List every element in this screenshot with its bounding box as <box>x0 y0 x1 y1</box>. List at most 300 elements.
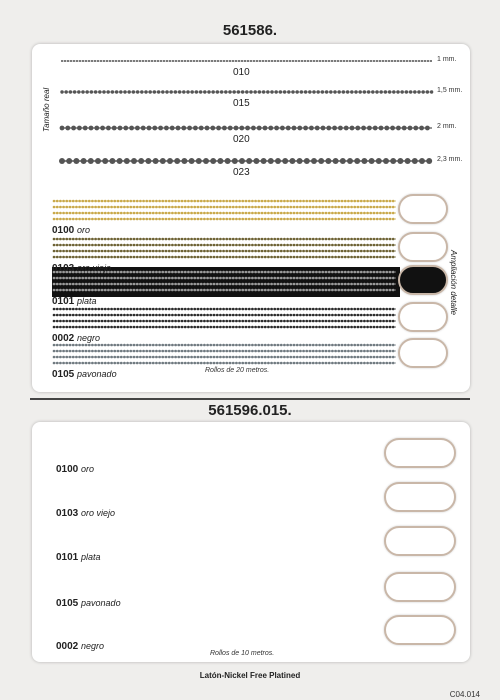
finish-chain-0002-bead <box>331 326 334 329</box>
finish-chain-0101-bead <box>258 283 261 286</box>
finish-chain-0103-bead <box>206 256 209 259</box>
size-chain-010-bead <box>70 60 72 62</box>
finish-chain-0101-bead <box>165 289 168 292</box>
size-chain-020-bead <box>176 126 181 131</box>
finish-chain-0101-bead <box>344 283 347 286</box>
finish-chain-0100-bead <box>325 200 328 203</box>
finish-chain-0105-bead <box>190 350 193 353</box>
finish-chain-0101-bead <box>210 277 213 280</box>
finish-chain-0002-bead <box>267 308 270 311</box>
finish-chain-0105-bead <box>62 350 65 353</box>
finish-chain-0002-bead <box>312 320 315 323</box>
finish-chain-0002-bead <box>181 308 184 311</box>
size-chain-010-bead <box>112 60 114 62</box>
finish-chain-0100-bead <box>270 212 273 215</box>
finish-chain-0103-bead <box>293 238 296 241</box>
finish-chain-0002-bead <box>85 308 88 311</box>
finish-chain-0105-bead <box>136 350 139 353</box>
finish-chain-0105-bead <box>376 344 379 347</box>
finish-chain-0100-bead <box>296 218 299 221</box>
finish-chain-0100-bead <box>350 212 353 215</box>
finish-chain-0100-bead <box>126 200 129 203</box>
finish-chain-0002-bead <box>248 314 251 317</box>
finish-chain-0002-bead <box>152 308 155 311</box>
size-chain-015-bead <box>174 90 177 93</box>
finish-chain-0103-bead <box>69 244 72 247</box>
finish-chain-0103-bead <box>178 250 181 253</box>
finish-chain-0101-bead <box>219 277 222 280</box>
finish-chain-0103-bead <box>120 256 123 259</box>
finish-chain-0101-bead <box>133 283 136 286</box>
finish-chain-0105-bead <box>357 344 360 347</box>
finish-chain-0101-bead <box>91 283 94 286</box>
finish-chain-0101-bead <box>232 289 235 292</box>
size-chain-010-bead <box>142 60 144 62</box>
finish-chain-0105-bead <box>82 356 85 359</box>
finish-chain-0103-bead <box>254 244 257 247</box>
finish-chain-0002-bead <box>354 320 357 323</box>
finish-chain-0103-bead <box>267 250 270 253</box>
finish-chain-0100-bead <box>357 212 360 215</box>
finish-chain-0105-bead <box>200 362 203 365</box>
finish-chain-0100-bead <box>286 200 289 203</box>
finish-chain-0103-bead <box>251 250 254 253</box>
finish-chain-0105-bead <box>264 344 267 347</box>
finish-chain-0002-bead <box>101 326 104 329</box>
finish-chain-0101-bead <box>267 271 270 274</box>
finish-chain-0101-bead <box>325 277 328 280</box>
finish-chain-0105-bead <box>296 356 299 359</box>
finish-chain-0101-bead <box>251 271 254 274</box>
finish-chain-0103-bead <box>158 256 161 259</box>
finish-chain-0101-bead <box>206 283 209 286</box>
finish-chain-0101-bead <box>309 289 312 292</box>
finish-chain-0100-bead <box>126 218 129 221</box>
finish-chain-0105-bead <box>382 362 385 365</box>
finish-chain-0101-bead <box>190 271 193 274</box>
size-chain-010-bead <box>322 60 324 62</box>
finish-chain-0105-bead <box>296 350 299 353</box>
finish-chain-0100-bead <box>88 206 91 209</box>
finish-chain-0101-bead <box>322 277 325 280</box>
finish-chain-0103-bead <box>165 244 168 247</box>
finish-chain-0103-bead <box>229 250 232 253</box>
size-chain-010-bead <box>136 60 138 62</box>
finish-chain-0101-bead <box>328 283 331 286</box>
size-chain-010-bead <box>88 60 90 62</box>
finish-chain-0103-bead <box>382 238 385 241</box>
finish-chain-0103-bead <box>130 244 133 247</box>
finish-chain-0101-bead <box>226 271 229 274</box>
finish-chain-0101-bead <box>78 277 81 280</box>
finish-chain-0101-bead <box>200 289 203 292</box>
finish-chain-0103-bead <box>155 238 158 241</box>
finish-chain-0103-bead <box>200 256 203 259</box>
finish-chain-0103-bead <box>293 244 296 247</box>
size-chain-015-bead <box>291 90 294 93</box>
finish-chain-0103-bead <box>302 250 305 253</box>
size-chain-023-bead <box>239 158 245 164</box>
finish-chain-0103-bead <box>104 250 107 253</box>
finish-chain-0002-bead <box>389 314 392 317</box>
finish-chain-0100-bead <box>219 212 222 215</box>
size-chain-010-bead <box>253 60 255 62</box>
finish-chain-0103-bead <box>229 256 232 259</box>
finish-chain-0105-bead <box>280 356 283 359</box>
finish-chain-0002-bead <box>117 314 120 317</box>
finish-chain-0103-bead <box>258 250 261 253</box>
finish-chain-0100-bead <box>117 206 120 209</box>
finish-chain-0002-bead <box>117 326 120 329</box>
finish-chain-0103-bead <box>270 244 273 247</box>
finish-chain-0100-bead <box>232 200 235 203</box>
finish-chain-0002-bead <box>366 308 369 311</box>
finish-chain-0103-bead <box>258 244 261 247</box>
finish-chain-0105-bead <box>216 344 219 347</box>
finish-chain-0101-bead <box>386 283 389 286</box>
finish-chain-0105-bead <box>386 362 389 365</box>
finish-chain-0100-bead <box>155 218 158 221</box>
finish-chain-0101-bead <box>98 289 101 292</box>
finish-chain-0002-bead <box>270 320 273 323</box>
finish-chain-0103-bead <box>360 244 363 247</box>
finish-chain-0103-bead <box>62 250 65 253</box>
finish-chain-0002-bead <box>146 326 149 329</box>
finish-chain-0103-bead <box>200 250 203 253</box>
finish-chain-0100-bead <box>226 200 229 203</box>
finish-chain-0002-bead <box>392 308 395 311</box>
finish-chain-0103-bead <box>389 244 392 247</box>
finish-chain-0103-bead <box>107 250 110 253</box>
size-chain-010-bead <box>217 60 219 62</box>
finish-chain-0002-bead <box>165 326 168 329</box>
finish-chain-0002-bead <box>347 308 350 311</box>
finish-chain-0103-bead <box>88 250 91 253</box>
finish-chain-0105-bead <box>238 344 241 347</box>
finish-chain-0002-bead <box>283 326 286 329</box>
finish-chain-0101-bead <box>366 289 369 292</box>
finish-chain-0100-bead <box>162 206 165 209</box>
finish-chain-0101-bead <box>136 271 139 274</box>
size-chain-015-bead <box>195 90 198 93</box>
finish-chain-0002-bead <box>59 320 62 323</box>
finish-chain-0101-bead <box>238 289 241 292</box>
size-chain-023-bead <box>73 158 79 164</box>
finish2-label-0100 <box>56 464 94 475</box>
finish-chain-0100-bead <box>75 212 78 215</box>
finish-chain-0105-bead <box>66 356 69 359</box>
size-chain-023-bead <box>397 158 403 164</box>
finish-chain-0105-bead <box>75 362 78 365</box>
size-chain-015-bead <box>86 90 89 93</box>
finish-chain-0002-bead <box>200 308 203 311</box>
finish-chain-0002-bead <box>59 326 62 329</box>
finish-chain-0103-bead <box>146 238 149 241</box>
finish-chain-0103-bead <box>149 238 152 241</box>
finish-chain-0002-bead <box>258 320 261 323</box>
finish-chain-0002-bead <box>296 326 299 329</box>
finish-chain-0101-bead <box>136 277 139 280</box>
finish-chain-0103-bead <box>363 250 366 253</box>
finish-chain-0100-bead <box>360 212 363 215</box>
finish-chain-0105-bead <box>53 344 56 347</box>
finish-chain-0101-bead <box>245 277 248 280</box>
finish-chain-0101-bead <box>347 277 350 280</box>
finish-chain-0002-bead <box>283 320 286 323</box>
finish-chain-0002-bead <box>171 314 174 317</box>
finish-chain-0002-bead <box>155 308 158 311</box>
finish-chain-0100-bead <box>120 218 123 221</box>
finish-chain-0100-bead <box>155 206 158 209</box>
finish-chain-0101-bead <box>130 277 133 280</box>
finish-chain-0103-bead <box>344 244 347 247</box>
finish-chain-0103-bead <box>82 238 85 241</box>
finish-chain-0105-bead <box>354 362 357 365</box>
finish-chain-0105-bead <box>370 362 373 365</box>
finish-chain-0002-bead <box>379 308 382 311</box>
finish-chain-0100-bead <box>248 200 251 203</box>
finish-chain-0100-bead <box>363 200 366 203</box>
finish-chain-0101-bead <box>322 271 325 274</box>
finish-chain-0100-bead <box>62 206 65 209</box>
finish-chain-0101-bead <box>261 283 264 286</box>
finish-chain-0100-bead <box>299 218 302 221</box>
finish-chain-0002-bead <box>69 314 72 317</box>
finish-chain-0002-bead <box>318 308 321 311</box>
finish-chain-0002-bead <box>350 308 353 311</box>
size-chain-010-bead <box>430 60 432 62</box>
finish-chain-0105-bead <box>187 356 190 359</box>
finish-chain-0103-bead <box>98 244 101 247</box>
finish-chain-0105-bead <box>270 344 273 347</box>
size-chain-010-bead <box>283 60 285 62</box>
footer-material: Latón-Nickel Free Platined <box>199 671 301 680</box>
finish-chain-0103-bead <box>194 250 197 253</box>
finish-chain-0105-bead <box>136 362 139 365</box>
finish-chain-0100-bead <box>376 212 379 215</box>
finish-chain-0002-bead <box>286 314 289 317</box>
finish-chain-0002-bead <box>130 326 133 329</box>
finish-chain-0105-bead <box>350 362 353 365</box>
finish-chain-0002-bead <box>91 326 94 329</box>
finish-chain-0105-bead <box>222 362 225 365</box>
finish-chain-0101-bead <box>181 277 184 280</box>
finish-chain-0101-bead <box>389 277 392 280</box>
finish-chain-0100-bead <box>293 218 296 221</box>
finish-chain-0100-bead <box>98 206 101 209</box>
finish-chain-0103-bead <box>389 256 392 259</box>
size-chain-010-bead <box>373 60 375 62</box>
finish-code: 0105 <box>56 598 82 609</box>
size-label-010: 1 mm. <box>437 56 457 63</box>
finish-chain-0105-bead <box>286 344 289 347</box>
finish-chain-0103-bead <box>235 250 238 253</box>
finish-chain-0101-bead <box>238 271 241 274</box>
finish-chain-0100-bead <box>91 218 94 221</box>
finish-chain-0101-bead <box>254 277 257 280</box>
finish-chain-0100-bead <box>146 200 149 203</box>
finish-chain-0103-bead <box>162 256 165 259</box>
finish-chain-0101-bead <box>155 283 158 286</box>
finish-chain-0105-bead <box>373 350 376 353</box>
finish-chain-0100-bead <box>59 212 62 215</box>
finish-chain-0101-bead <box>226 289 229 292</box>
finish-chain-0100-bead <box>88 212 91 215</box>
size-chain-015-bead <box>249 90 252 93</box>
finish-chain-0103-bead <box>213 250 216 253</box>
finish-chain-0100-bead <box>94 206 97 209</box>
finish-chain-0100-bead <box>123 206 126 209</box>
size-chain-010-bead <box>415 60 417 62</box>
finish-chain-0002-bead <box>184 326 187 329</box>
finish-chain-0105-bead <box>197 356 200 359</box>
finish-chain-0002-bead <box>309 308 312 311</box>
finish-chain-0100-bead <box>197 206 200 209</box>
finish-chain-0100-bead <box>354 212 357 215</box>
finish-chain-0100-bead <box>85 206 88 209</box>
finish-chain-0101-bead <box>187 271 190 274</box>
finish-chain-0101-bead <box>389 289 392 292</box>
finish-chain-0002-bead <box>187 320 190 323</box>
size-chain-020-bead <box>384 126 389 131</box>
finish-chain-0101-bead <box>254 271 257 274</box>
finish-chain-0100-bead <box>235 200 238 203</box>
size-chain-020-bead <box>257 126 262 131</box>
finish-chain-0101-bead <box>283 289 286 292</box>
finish-chain-0101-bead <box>69 283 72 286</box>
finish-chain-0100-bead <box>318 218 321 221</box>
finish-chain-0103-bead <box>219 238 222 241</box>
finish-chain-0100-bead <box>126 206 129 209</box>
finish-chain-0105-bead <box>130 344 133 347</box>
finish-chain-0100-bead <box>117 200 120 203</box>
finish-chain-0002-bead <box>370 308 373 311</box>
finish-chain-0103-bead <box>347 256 350 259</box>
finish-chain-0100-bead <box>280 212 283 215</box>
finish-chain-0002-bead <box>331 314 334 317</box>
finish-chain-0105-bead <box>341 350 344 353</box>
finish-chain-0002-bead <box>229 308 232 311</box>
finish-chain-0105-bead <box>133 356 136 359</box>
finish-chain-0101-bead <box>309 277 312 280</box>
finish-chain-0105-bead <box>187 350 190 353</box>
finish-chain-0105-bead <box>165 344 168 347</box>
finish-chain-0002-bead <box>101 320 104 323</box>
finish-chain-0002-bead <box>376 314 379 317</box>
finish-chain-0101-bead <box>325 289 328 292</box>
finish-chain-0101-bead <box>312 289 315 292</box>
size-chain-010-bead <box>313 60 315 62</box>
finish-chain-0105-bead <box>117 350 120 353</box>
finish-chain-0105-bead <box>69 356 72 359</box>
finish-chain-0101-bead <box>162 277 165 280</box>
finish-chain-0101-bead <box>126 289 129 292</box>
finish-chain-0002-bead <box>85 326 88 329</box>
finish-chain-0103-bead <box>162 238 165 241</box>
size-chain-010-bead <box>427 60 429 62</box>
finish-chain-0105-bead <box>312 356 315 359</box>
finish-chain-0103-bead <box>267 256 270 259</box>
finish-chain-0002-bead <box>146 320 149 323</box>
finish-chain-0105-bead <box>242 356 245 359</box>
finish-chain-0100-bead <box>254 206 257 209</box>
finish-chain-0103-bead <box>59 244 62 247</box>
finish-chain-0105-bead <box>354 344 357 347</box>
finish-chain-0101-bead <box>334 283 337 286</box>
finish-chain-0105-bead <box>126 356 129 359</box>
finish-chain-0105-bead <box>299 350 302 353</box>
finish-chain-0103-bead <box>322 256 325 259</box>
size-chain-023-bead <box>325 158 331 164</box>
finish-chain-0100-bead <box>168 200 171 203</box>
size-chain-010-bead <box>328 60 330 62</box>
finish-chain-0002-bead <box>312 314 315 317</box>
finish-chain-0002-bead <box>245 314 248 317</box>
finish-chain-0101-bead <box>322 283 325 286</box>
finish-chain-0103-bead <box>312 256 315 259</box>
finish-chain-0103-bead <box>210 244 213 247</box>
finish-chain-0002-bead <box>142 326 145 329</box>
finish-chain-0103-bead <box>181 250 184 253</box>
finish-chain-0101-bead <box>126 277 129 280</box>
finish-chain-0103-bead <box>194 256 197 259</box>
finish-chain-0105-bead <box>363 362 366 365</box>
size-chain-015-bead <box>371 90 374 93</box>
finish-chain-0002-bead <box>354 314 357 317</box>
finish-chain-0100-bead <box>56 212 59 215</box>
finish-chain-0103-bead <box>242 238 245 241</box>
finish-chain-0002-bead <box>216 320 219 323</box>
finish-chain-0101-bead <box>235 289 238 292</box>
finish-chain-0100-bead <box>181 218 184 221</box>
finish-chain-0100-bead <box>216 200 219 203</box>
size-chain-010-bead <box>421 60 423 62</box>
finish-chain-0103-bead <box>309 250 312 253</box>
finish-chain-0105-bead <box>322 344 325 347</box>
finish-chain-0002-bead <box>274 308 277 311</box>
finish-chain-0002-bead <box>309 326 312 329</box>
finish-chain-0002-bead <box>184 308 187 311</box>
finish-chain-0002-bead <box>363 326 366 329</box>
finish-chain-0100-bead <box>341 206 344 209</box>
finish-chain-0103-bead <box>165 250 168 253</box>
finish-chain-0101-bead <box>325 271 328 274</box>
size-chain-015-bead <box>207 90 210 93</box>
size-chain-015-bead <box>81 90 84 93</box>
finish-chain-0103-bead <box>142 244 145 247</box>
finish-chain-0002-bead <box>338 326 341 329</box>
finish-chain-0105-bead <box>139 362 142 365</box>
size-chain-023-bead <box>181 158 187 164</box>
finish-chain-0002-bead <box>178 308 181 311</box>
finish-chain-0101-bead <box>184 283 187 286</box>
size-chain-020-bead <box>205 126 210 131</box>
size-chain-010-bead <box>400 60 402 62</box>
finish-chain-0103-bead <box>286 250 289 253</box>
finish-chain-0100-bead <box>344 212 347 215</box>
finish-chain-0103-bead <box>146 250 149 253</box>
finish-chain-0100-bead <box>270 206 273 209</box>
finish-chain-0105-bead <box>59 362 62 365</box>
size-chain-015-bead <box>422 90 425 93</box>
finish-chain-0002-bead <box>78 308 81 311</box>
finish-chain-0002-bead <box>338 320 341 323</box>
finish-chain-0103-bead <box>386 244 389 247</box>
finish-chain-0103-bead <box>328 256 331 259</box>
finish-chain-0101-bead <box>376 289 379 292</box>
finish-chain-0100-bead <box>120 200 123 203</box>
size-chain-015-bead <box>140 90 143 93</box>
